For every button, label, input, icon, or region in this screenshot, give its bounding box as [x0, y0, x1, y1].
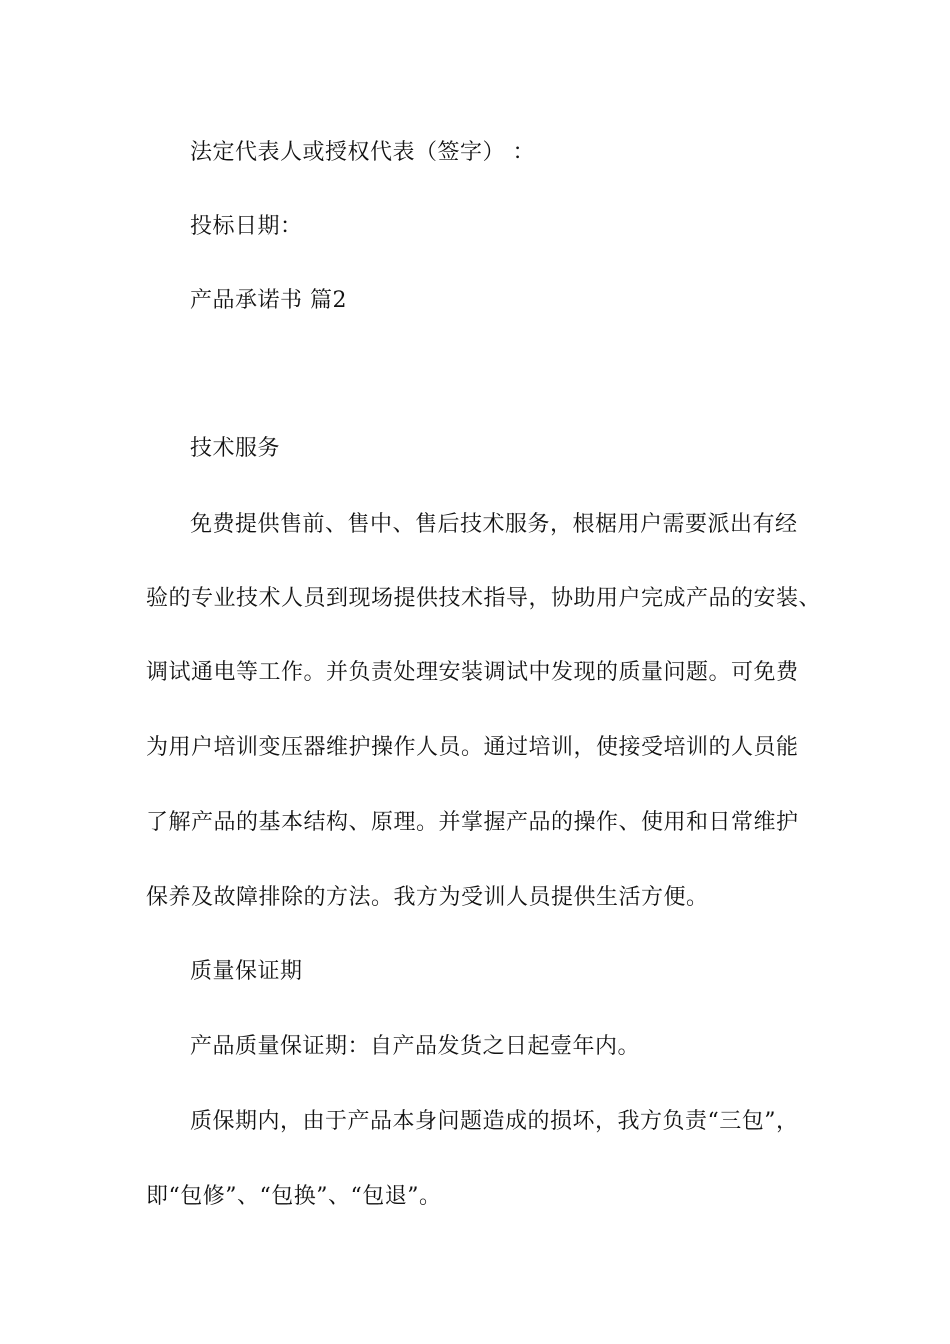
tech-service-line: 为用户培训变压器维护操作人员。通过培训，使接受培训的人员能: [146, 735, 799, 760]
warranty-period: 产品质量保证期：自产品发货之日起壹年内。: [190, 1034, 641, 1059]
tech-service-heading: 技术服务: [190, 436, 281, 461]
bid-date-label: 投标日期：: [190, 214, 303, 239]
tech-service-line: 了解产品的基本结构、原理。并掌握产品的操作、使用和日常维护: [146, 810, 799, 835]
section-title: 产品承诺书 篇2: [190, 288, 347, 313]
signature-line: 法定代表人或授权代表（签字） ：: [190, 140, 535, 165]
warranty-line: 质保期内，由于产品本身问题造成的损坏，我方负责“三包”，: [190, 1109, 799, 1134]
warranty-line: 即“包修”、“包换”、“包退”。: [146, 1184, 442, 1209]
tech-service-line: 验的专业技术人员到现场提供技术指导，协助用户完成产品的安装、: [146, 586, 822, 611]
tech-service-line: 免费提供售前、售中、售后技术服务，根椐用户需要派出有经: [190, 512, 798, 537]
tech-service-line: 保养及故障排除的方法。我方为受训人员提供生活方便。: [146, 885, 709, 910]
tech-service-line: 调试通电等工作。并负责处理安装调试中发现的质量问题。可免费: [146, 660, 799, 685]
warranty-heading: 质量保证期: [190, 959, 303, 984]
